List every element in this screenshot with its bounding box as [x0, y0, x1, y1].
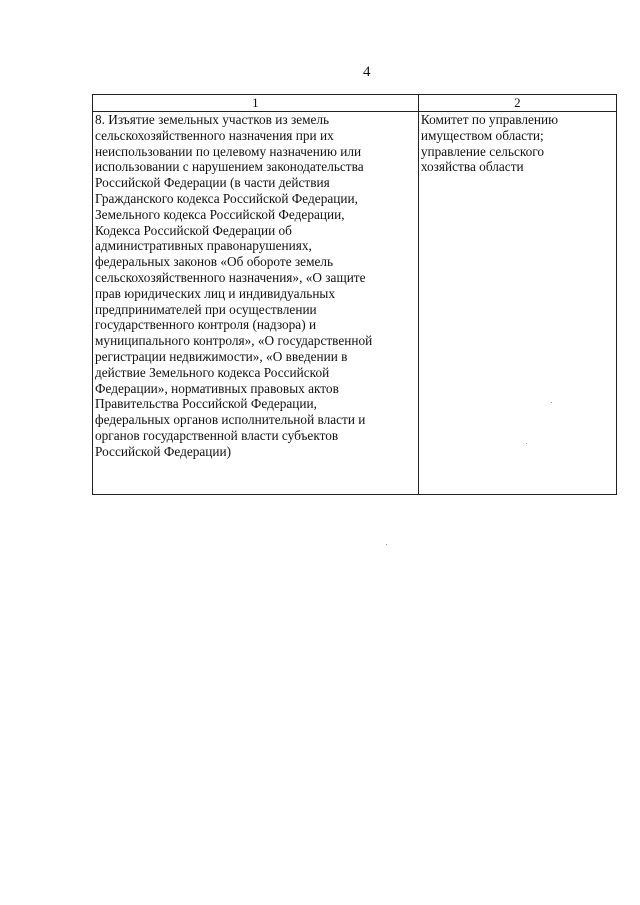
scan-speck — [551, 402, 552, 403]
responsible-cell: Комитет по управлению имуществом области; управление сельского хозяйства области — [418, 112, 616, 495]
activity-cell: 8. Изъятие земельных участков из земель сельскохозяйственного назначения при их неиспользовании по целевому назначению или использовании с нарушением законодательства Российской Федерации (в части действия Гражданского кодекса Российской Федерации, Земельного кодекса Российской Федерации, Кодекса Российской Федерации об административных правонарушениях, федеральных законов «Об обороте земель сельскохозяйственного назначения», «О защите прав юридических лиц и индивидуальных предпринимателей при осуществлении государственного контроля (надзора) и муниципального контроля», «О государственной регистрации недвижимости», «О введении в действие Земельного кодекса Российской Федерации», нормативных правовых актов Правительства Российской Федерации, федеральных органов исполнительной власти и органов государственной власти субъектов Российской Федерации) — [93, 112, 419, 495]
table-header-row — [93, 95, 617, 112]
powers-table — [92, 94, 617, 495]
scan-speck — [526, 443, 527, 444]
scan-speck — [386, 544, 387, 545]
page-number: 4 — [363, 64, 371, 80]
column-header-1: 1 — [93, 95, 419, 112]
table-row — [93, 112, 617, 495]
column-header-2: 2 — [418, 95, 616, 112]
